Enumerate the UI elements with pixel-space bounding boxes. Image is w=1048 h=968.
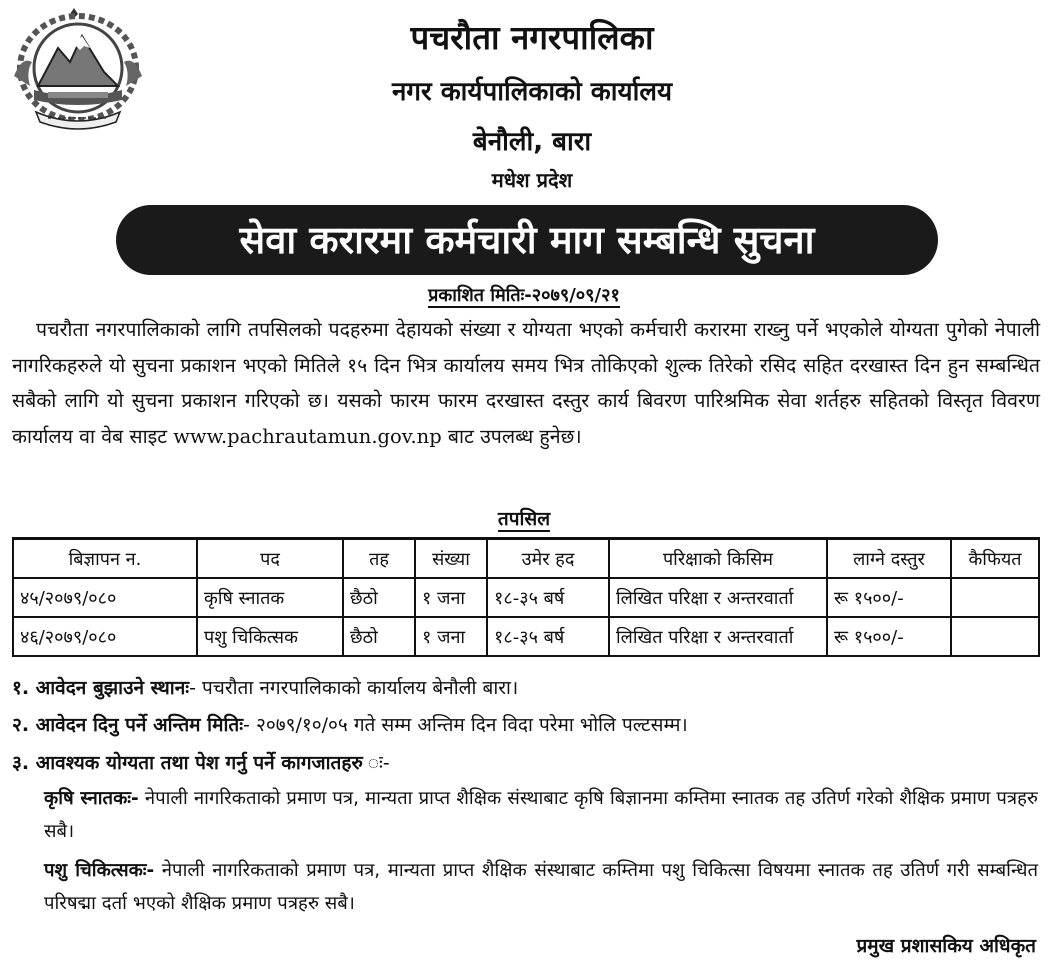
posts-table (12, 537, 1040, 657)
cell-ad-no: ४५/२०७९/०८० (13, 578, 197, 617)
col-header-count: संख्या (415, 539, 487, 579)
cell-fee: रू १५००/- (827, 617, 951, 656)
cell-remarks (951, 617, 1039, 656)
requirement-post: पशु चिकित्सकः- (44, 860, 155, 881)
signature-title: प्रमुख प्रशासकिय अधिकृत (856, 935, 1036, 957)
item-text: - पचरौता नगरपालिकाको कार्यालय बेनौली बारा। (189, 677, 519, 699)
cell-exam: लिखित परिक्षा र अन्तरवार्ता (609, 578, 827, 617)
item-text: ः- (362, 752, 390, 774)
cell-count: १ जना (415, 617, 487, 656)
item-submission-place (12, 674, 518, 700)
item-qualifications (12, 749, 390, 775)
table-header-row (13, 539, 1039, 579)
requirement-text: नेपाली नागरिकताको प्रमाण पत्र, मान्यता प्राप्त शैक्षिक संस्थाबाट कृषि बिज्ञानमा कम्तिमा स्नातक तह उतिर्ण गरेको शैक्षिक प्रमाण पत्रहरु सबै। (44, 788, 1038, 842)
table-row (13, 578, 1039, 617)
cell-ad-no: ४६/२०७९/०८० (13, 617, 197, 656)
requirement-text: नेपाली नागरिकताको प्रमाण पत्र, मान्यता प्राप्त शैक्षिक संस्थाबाट कम्तिमा पशु चिकित्सा विषयमा स्नातक तह उतिर्ण गरी सम्बन्धित परिषद्मा दर्ता भएको शैक्षिक प्रमाण पत्रहरु सबै। (44, 860, 1038, 914)
cell-level: छैठो (343, 578, 415, 617)
requirement-agriculture (44, 782, 1038, 848)
office-name: नगर कार्यपालिकाको कार्यालय (391, 77, 673, 107)
cell-post: पशु चिकित्सक (197, 617, 343, 656)
requirement-post: कृषि स्नातकः- (44, 788, 139, 809)
col-header-age: उमेर हद (487, 539, 609, 579)
col-header-exam: परिक्षाको किसिम (609, 539, 827, 579)
cell-exam: लिखित परिक्षा र अन्तरवार्ता (609, 617, 827, 656)
cell-post: कृषि स्नातक (197, 578, 343, 617)
org-name: पचरौता नगरपालिका (410, 18, 654, 57)
item-text: - २०७९/१०/०५ गते सम्म अन्तिम दिन विदा परेमा भोलि पल्टसम्म। (243, 714, 688, 736)
col-header-level: तह (343, 539, 415, 579)
item-label: १. आवेदन बुझाउने स्थानः (12, 677, 190, 699)
published-date (0, 283, 1048, 307)
cell-age: १८-३५ बर्ष (487, 617, 609, 656)
table-row (13, 617, 1039, 656)
item-label: २. आवेदन दिनु पर्ने अन्तिम मितिः (12, 714, 244, 736)
requirement-veterinary (44, 854, 1038, 920)
item-label: ३. आवश्यक योग्यता तथा पेश गर्नु पर्ने कागजातहरु (12, 752, 363, 774)
col-header-post: पद (197, 539, 343, 579)
col-header-remarks: कैफियत (951, 539, 1039, 579)
col-header-fee: लाग्ने दस्तुर (827, 539, 951, 579)
cell-level: छैठो (343, 617, 415, 656)
cell-age: १८-३५ बर्ष (487, 578, 609, 617)
col-header-ad-no: बिज्ञापन न. (13, 539, 197, 579)
cell-remarks (951, 578, 1039, 617)
item-last-date (12, 711, 688, 737)
table-title-text: तपसिल (497, 508, 551, 530)
notice-title: सेवा करारमा कर्मचारी माग सम्बन्धि सुचना (116, 205, 938, 275)
province-name: मधेश प्रदेश (491, 168, 573, 192)
cell-count: १ जना (415, 578, 487, 617)
cell-fee: रू १५००/- (827, 578, 951, 617)
office-location: बेनौली, बारा (472, 127, 592, 157)
table-title (0, 505, 1048, 531)
published-date-text: प्रकाशित मितिः-२०७९/०९/२१ (428, 285, 620, 306)
notice-body: पचरौता नगरपालिकाको लागि तपसिलको पदहरुमा देहायको संख्या र योग्यता भएको कर्मचारी करारमा राख्नु पर्ने भएकोले योग्यता पुगेको नेपाली नागरिकहरुले यो सुचना प्रकाशन भएको मितिले १५ दिन भित्र कार्यालय समय भित्र तोकिएको शुल्क तिरेको रसिद सहित दरखास्त दिन हुन सम्बन्धित सबैको लागि यो सुचना प्रकाशन गरिएको छ। यसको फारम फारम दरखास्त दस्तुर कार्य बिवरण पारिश्रमिक सेवा शर्तहरु सहितको विस्तृत विवरण कार्यालय वा वेब साइट www.pachrautamun.gov.np बाट उपलब्ध हुनेछ। (12, 318, 1040, 448)
